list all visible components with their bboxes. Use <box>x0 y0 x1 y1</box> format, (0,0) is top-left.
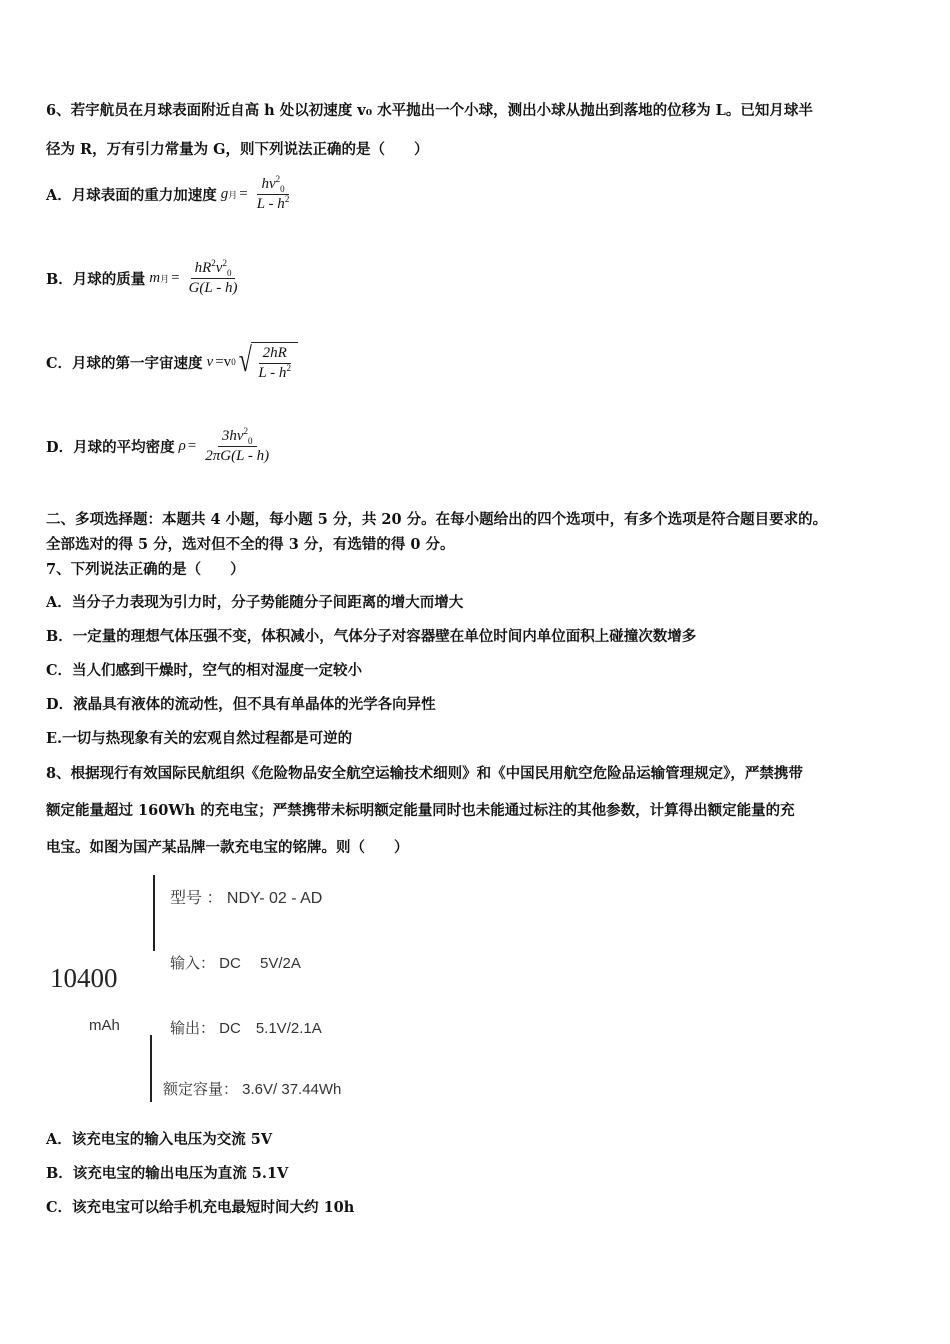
q6-stem-line1: 6、若宇航员在月球表面附近自高 h 处以初速度 v₀ 水平抛出一个小球，测出小球从抛出到落地的位移为 L。已知月球半 <box>46 102 813 119</box>
formula-eq: = <box>239 186 248 202</box>
q7-option-c: C．当人们感到干燥时，空气的相对湿度一定较小 <box>46 662 363 679</box>
fraction-numerator: hv <box>261 176 276 192</box>
nameplate-divider-bottom <box>150 1035 152 1102</box>
nameplate-capacity-unit: mAh <box>89 1017 120 1034</box>
formula-eq: =v <box>215 353 232 370</box>
q6-option-b-label: B．月球的质量 <box>46 271 146 288</box>
q6-option-c-formula: v =v 0 √ $\frac{2hR}{L - h^2}$ <box>207 342 298 382</box>
nameplate-rated-capacity: 额定容量： 3.6V/ 37.44Wh <box>163 1081 342 1098</box>
q6-option-b <box>46 260 244 297</box>
formula-fraction: $\frac{hR^2v^2_0}{G(L - h)}$ <box>188 258 238 296</box>
section2-instructions-line1: 二、多项选择题：本题共 4 小题，每小题 5 分，共 20 分。在每小题给出的四个选项中，有多个选项是符合题目要求的。 <box>46 511 828 528</box>
q8-option-c: C．该充电宝可以给手机充电最短时间大约 10h <box>46 1199 355 1216</box>
q6-option-c-label: C．月球的第一宇宙速度 <box>46 354 203 372</box>
formula-var: ρ <box>178 438 186 454</box>
q6-option-b-formula: m 月 = $\frac{hR^2v^2_0}{G(L - h)}$ <box>149 260 244 297</box>
formula-fraction: $\frac{3hv^2_0}{2\pi G(L - h)}$ <box>205 426 270 464</box>
q8-stem-line1: 8、根据现行有效国际民航组织《危险物品安全航空运输技术细则》和《中国民用航空危险品运输管理规定》，严禁携带 <box>46 765 803 782</box>
q6-option-d-label: D．月球的平均密度 <box>46 439 175 456</box>
nameplate-divider-top <box>153 875 155 951</box>
q7-option-e: E.一切与热现象有关的宏观自然过程都是可逆的 <box>46 730 353 747</box>
formula-sqrt: √ $\frac{2hR}{L - h^2}$ <box>236 342 298 382</box>
fraction-numerator: 3hv <box>221 428 244 444</box>
fraction-numerator: hR <box>194 260 212 276</box>
q7-stem: 7、下列说法正确的是（ ） <box>46 561 245 578</box>
q7-option-b: B．一定量的理想气体压强不变，体积减小，气体分子对容器壁在单位时间内单位面积上碰撞次数增多 <box>46 628 697 645</box>
q7-option-d: D．液晶具有液体的流动性，但不具有单晶体的光学各向异性 <box>46 696 436 713</box>
fraction-denominator: 2πG(L - h) <box>205 448 270 464</box>
formula-fraction: $\frac{2hR}{L - h^2}$ <box>258 345 291 381</box>
q6-option-a <box>46 176 296 213</box>
q6-option-d <box>46 428 276 465</box>
formula-eq: = <box>171 270 180 286</box>
q6-option-d-formula <box>179 428 277 465</box>
q7-option-a: A．当分子力表现为引力时，分子势能随分子间距离的增大而增大 <box>46 594 464 611</box>
q6-option-c <box>46 342 298 382</box>
q8-stem-line3: 电宝。如图为国产某品牌一款充电宝的铭牌。则（ ） <box>46 839 409 856</box>
q8-stem-line2: 额定能量超过 160Wh 的充电宝；严禁携带未标明额定能量同时也未能通过标注的其他参数，计算得出额定能量的充 <box>46 802 795 819</box>
q6-stem-line2: 径为 R，万有引力常量为 G，则下列说法正确的是（ ） <box>46 141 429 158</box>
formula-var: g <box>220 186 229 202</box>
formula-var: v <box>206 353 214 370</box>
fraction-denominator: L - h <box>256 196 285 212</box>
q6-option-a-label: A．月球表面的重力加速度 <box>46 187 217 204</box>
nameplate-output: 输出： DC 5.1V/2.1A <box>170 1020 322 1037</box>
q6-option-a-formula: g 月 = $\frac{hv^2_0}{L - h^2}$ <box>221 176 297 213</box>
fraction-denominator: G(L - h) <box>188 280 238 296</box>
q8-option-b: B．该充电宝的输出电压为直流 5.1V <box>46 1165 289 1182</box>
formula-var: m <box>149 270 161 286</box>
nameplate-input: 输入： DC 5V/2A <box>170 955 301 972</box>
section2-instructions-line2: 全部选对的得 5 分，选对但不全的得 3 分，有选错的得 0 分。 <box>46 536 455 553</box>
nameplate-model: 型号 ： NDY- 02 - AD <box>170 890 323 907</box>
fraction-numerator: 2hR <box>262 345 287 361</box>
nameplate-capacity: 10400 <box>50 963 118 993</box>
q8-option-a: A．该充电宝的输入电压为交流 5V <box>46 1131 273 1148</box>
formula-eq: = <box>187 438 197 454</box>
formula-fraction: $\frac{hv^2_0}{L - h^2}$ <box>256 174 290 212</box>
fraction-denominator: L - h <box>258 365 287 381</box>
